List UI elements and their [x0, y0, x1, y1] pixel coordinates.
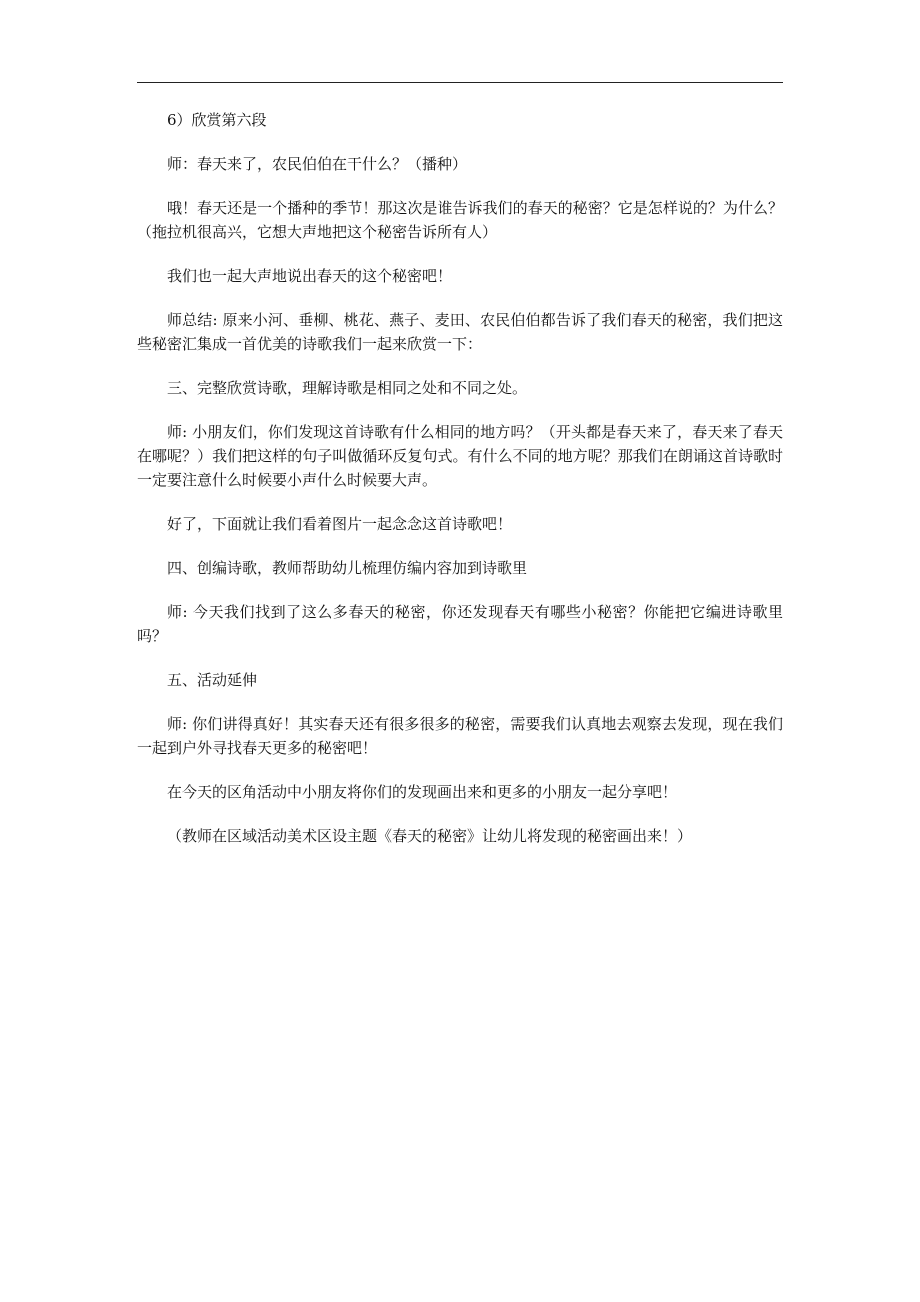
body-paragraph: 师: 今天我们找到了这么多春天的秘密，你还发现春天有哪些小秘密？你能把它编进诗歌里吗？ — [137, 603, 783, 645]
body-paragraph: 师：春天来了，农民伯伯在干什么？（播种） — [167, 155, 468, 173]
body-paragraph: （教师在区域活动美术区设主题《春天的秘密》让幼儿将发现的秘密画出来！） — [167, 827, 693, 845]
body-paragraph: 师总结: 原来小河、垂柳、桃花、燕子、麦田、农民伯伯都告诉了我们春天的秘密，我们把这些秘密汇集成一首优美的诗歌我们一起来欣赏一下： — [137, 311, 783, 353]
header-rule — [137, 82, 783, 83]
body-paragraph: 师: 小朋友们，你们发现这首诗歌有什么相同的地方吗？（开头都是春天来了，春天来了春天在哪呢？）我们把这样的句子叫做循环反复句式。有什么不同的地方呢？那我们在朗诵这首诗歌时一定要注意什么时候要小声什么时候要大声。 — [137, 423, 783, 489]
body-paragraph: 好了，下面就让我们看着图片一起念念这首诗歌吧！ — [167, 515, 513, 533]
body-paragraph: 哦！春天还是一个播种的季节！那这次是谁告诉我们的春天的秘密？它是怎样说的？为什么？（拖拉机很高兴，它想大声地把这个秘密告诉所有人） — [137, 199, 783, 241]
body-paragraph: 我们也一起大声地说出春天的这个秘密吧！ — [167, 267, 453, 285]
body-paragraph: 师: 你们讲得真好！其实春天还有很多很多的秘密，需要我们认真地去观察去发现，现在我们一起到户外寻找春天更多的秘密吧！ — [137, 715, 783, 757]
document-body — [137, 108, 783, 868]
body-paragraph: 在今天的区角活动中小朋友将你们的发现画出来和更多的小朋友一起分享吧！ — [167, 783, 678, 801]
section-heading-paragraph-6: 6）欣赏第六段 — [167, 111, 267, 129]
section-heading-four: 四、创编诗歌，教师帮助幼儿梳理仿编内容加到诗歌里 — [167, 559, 528, 577]
section-heading-three: 三、完整欣赏诗歌，理解诗歌是相同之处和不同之处。 — [167, 379, 528, 397]
section-heading-five: 五、活动延伸 — [167, 671, 258, 689]
